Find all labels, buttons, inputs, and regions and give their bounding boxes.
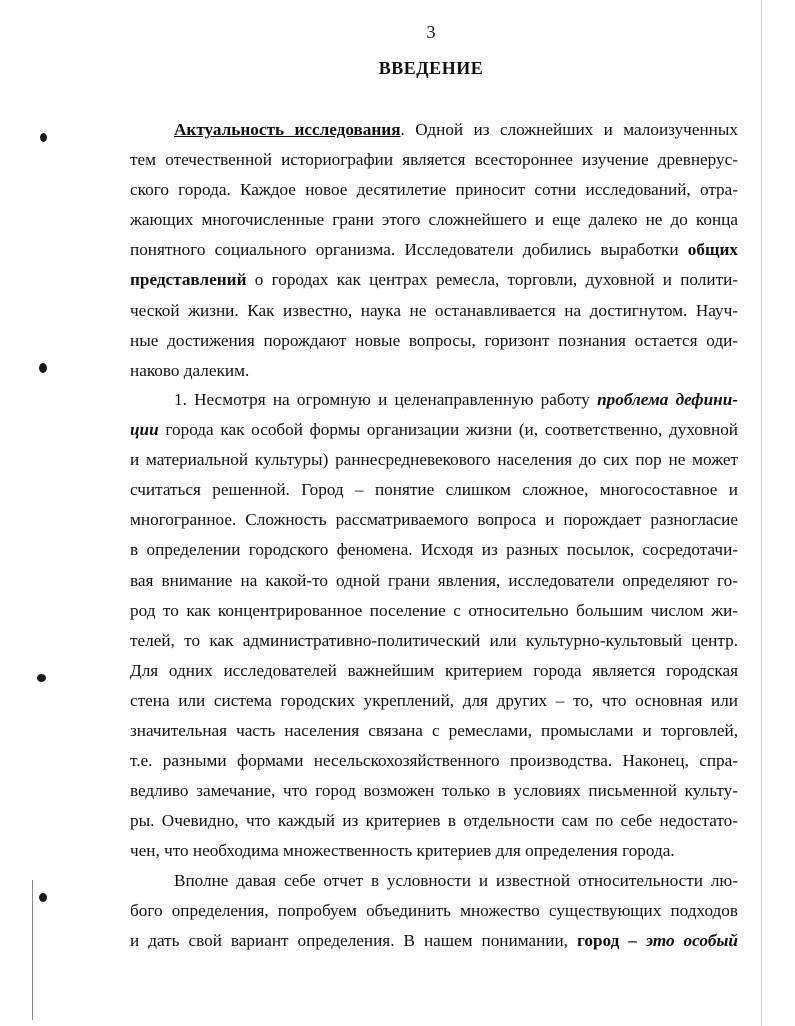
text-line: род то как концентрированное поселение с относительно большим числом жи- [130, 600, 738, 620]
text-span: понятного социального организма. Исследователи добились выработки [130, 240, 688, 260]
text-span: 1. Несмотря на огромную и целенаправленную работу [174, 390, 598, 409]
text-line: наково далеким. [130, 360, 250, 380]
text-line: ры. Очевидно, что каждый из критериев в отдельности сам по себе недостато- [130, 811, 738, 831]
scan-dot [37, 674, 46, 682]
emphasis-bold-italic: ции [130, 420, 159, 440]
scan-dot [39, 893, 47, 902]
text-line [130, 235, 738, 265]
page-title: ВВЕДЕНИЕ [378, 58, 484, 78]
text-line: Для одних исследователей важнейшим критерием города является городская [130, 660, 738, 680]
text-span: города как особой формы организации жизни (и, соответственно, духовной [158, 420, 738, 440]
scan-edge-line [761, 0, 762, 1026]
text-line: в определении городского феномена. Исходя из разных посылок, сосредотачи- [130, 540, 738, 560]
text-line: многогранное. Сложность рассматриваемого вопроса и порождает разногласие [130, 510, 738, 530]
text-line: и материальной культуры) раннесредневекового населения до сих пор не может [130, 450, 738, 470]
scan-dot [40, 133, 47, 142]
text-line: телей, то как административно-политический или культурно-культовый центр. [130, 630, 738, 650]
text-span: и дать свой вариант определения. В нашем понимании, [130, 931, 577, 951]
text-line [130, 265, 738, 295]
text-span [637, 931, 646, 950]
text-line: ского города. Каждое новое десятилетие приносит сотни исследований, отра- [130, 180, 738, 200]
text-line: ведливо замечание, что город возможен только в условиях письменной культу- [130, 781, 738, 801]
text-line: Вполне давая себе отчет в условности и известной относительности лю- [174, 871, 738, 890]
text-span: . Одной из сложнейших и малоизученных [400, 120, 738, 139]
text-line [130, 385, 738, 415]
scan-left-edge-line [32, 880, 33, 1020]
paragraph-3 [130, 866, 738, 956]
emphasis-bold: представлений [130, 270, 247, 290]
text-line [130, 415, 738, 445]
emphasis-bold-italic: проблема дефини- [597, 390, 738, 409]
text-span: о городах как центрах ремесла, торговли, духовной и полити- [246, 270, 738, 290]
text-line: вая внимание на какой-то одной грани явления, исследователи определяют го- [130, 570, 738, 590]
paragraph-2 [130, 385, 738, 867]
text-line: стена или система городских укреплений, для других – то, что основная или [130, 690, 738, 710]
text-line: ные достижения порождают новые вопросы, горизонт познания остается оди- [130, 330, 738, 350]
text-line: считаться решенной. Город – понятие слишком сложное, многосоставное и [130, 480, 738, 500]
text-line: жающих многочисленные грани этого сложнейшего и еще далеко не до конца [130, 210, 738, 230]
text-line: ческой жизни. Как известно, наука не останавливается на достигнутом. Науч- [130, 300, 738, 320]
text-line [130, 926, 738, 956]
text-line [130, 115, 738, 145]
scan-dot [39, 363, 47, 373]
text-line: тем отечественной историографии является всестороннее изучение древнерус- [130, 150, 738, 170]
paragraph-1 [130, 115, 738, 386]
emphasis-bold: общих [687, 240, 738, 260]
emphasis-bold: город – [576, 931, 637, 951]
page-number: 3 [426, 22, 436, 42]
text-line: значительная часть населения связана с ремеслами, промыслами и торговлей, [130, 721, 738, 741]
emphasis-bold-italic: это особый [645, 931, 738, 951]
emphasis-underlined: Актуальность исследования [174, 120, 401, 139]
text-line: чен, что необходима множественность критериев для определения города. [130, 841, 675, 861]
text-line: т.е. разными формами несельскохозяйственного производства. Наконец, спра- [130, 751, 738, 771]
text-line: бого определения, попробуем объединить множество существующих подходов [130, 901, 738, 921]
